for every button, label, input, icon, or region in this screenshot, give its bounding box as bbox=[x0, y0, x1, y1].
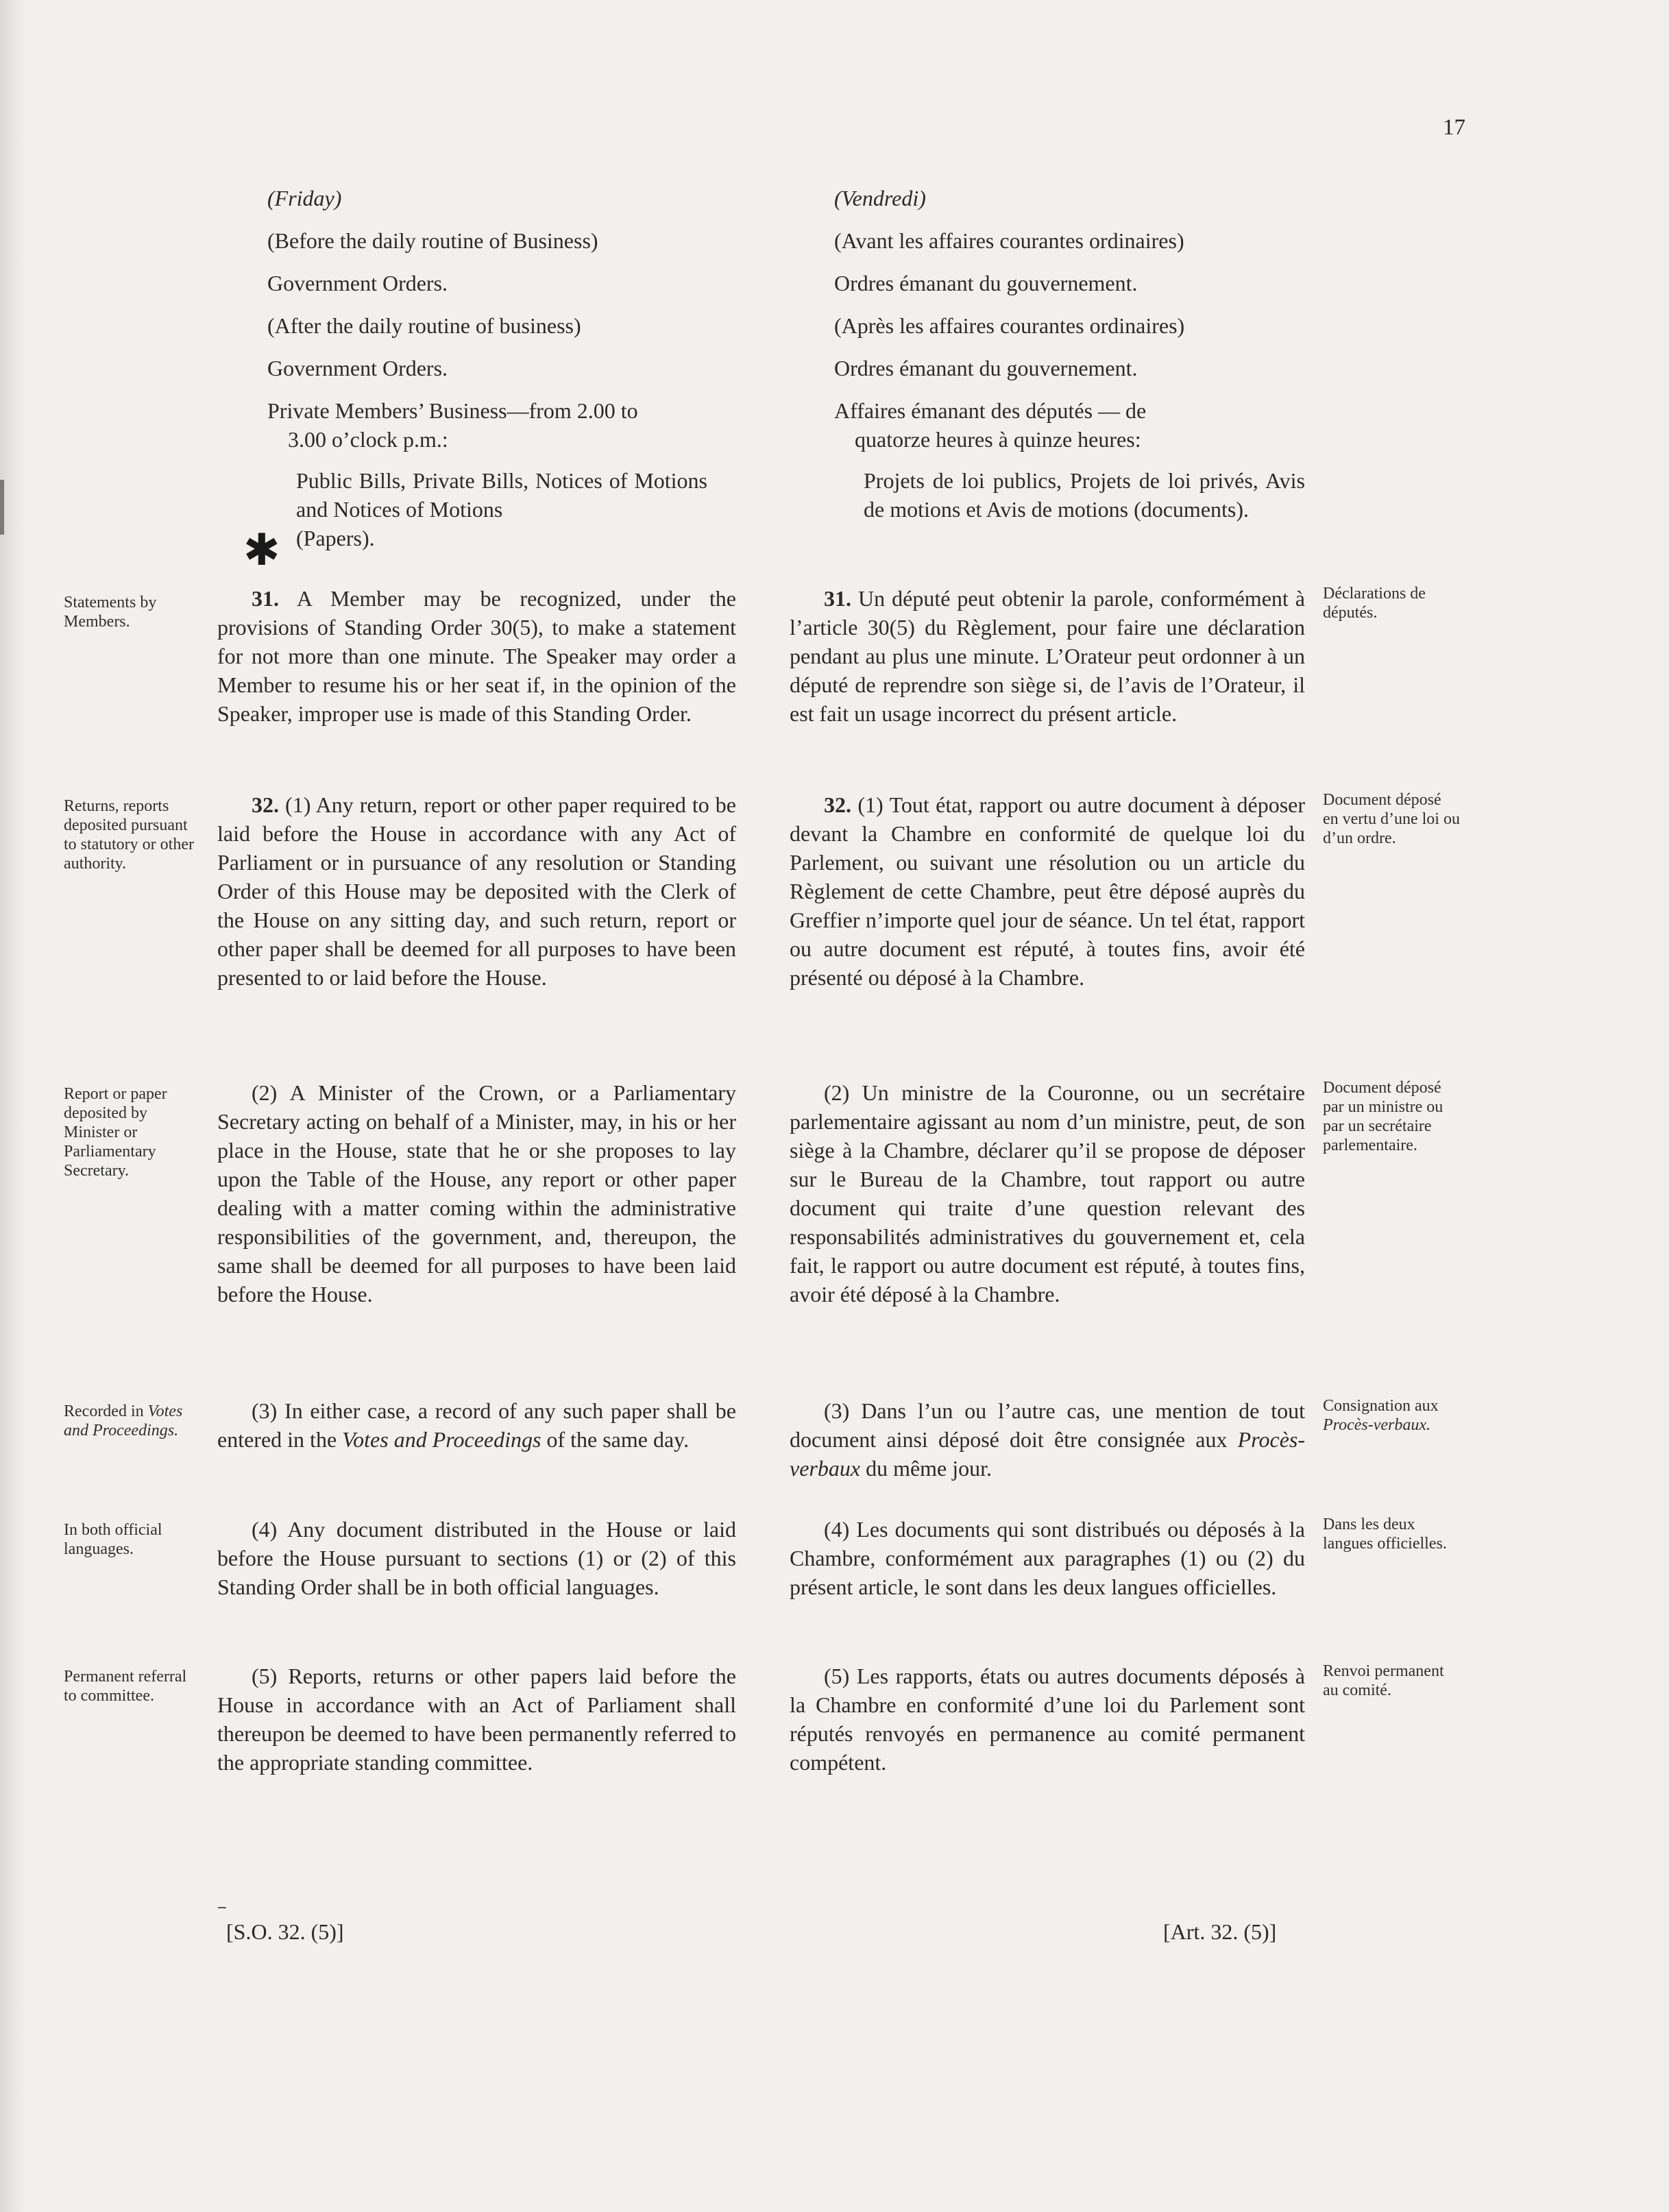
en-so32-4: (4) Any document distributed in the House or laid before the House pursuant to sections (1) or (2) of this Standing Order shall be in both official languages. bbox=[217, 1517, 736, 1599]
margin-note-recorded: Recorded in Votes and Proceedings. bbox=[64, 1402, 183, 1439]
fr-art32-1: 32. (1) Tout état, rapport ou autre document à déposer devant la Chambre en conformité de quelque loi du Parlement, ou suivant une résolution ou un article du Règlement de cette Chambre, peut être déposé auprès du Greffier n’importe quel jour de séance. Un tel état, rapport ou autre document est réputé, à toutes fins, avoir été présenté ou déposé à la Chambre. bbox=[790, 792, 1305, 990]
en-so32-5: (5) Reports, returns or other papers laid before the House in accordance with an Act of Parliament shall thereupon be deemed to have been permanently referred to the appropriate standing committee. bbox=[217, 1664, 736, 1775]
fr-art31: 31. Un député peut obtenir la parole, conformément à l’article 30(5) du Règlement, pour faire une déclaration pendant au plus une minute. L’Orateur peut ordonner à un député de reprendre son siège si, de l’avis de l’Orateur, il est fait un usage incorrect du présent article. bbox=[790, 586, 1305, 726]
fr-art32-2: (2) Un ministre de la Couronne, ou un secrétaire parlementaire agissant au nom d’un ministre, peut, de son siège à la Chambre, déclarer qu’il se propose de déposer sur le Bureau de la Chambre, tout rapport ou autre document qui traite d’une question relevant des responsabilités administratives du gouvernement et, cela fait, le rapport ou autre document est réputé, à toutes fins, avoir été déposé à la Chambre. bbox=[790, 1080, 1305, 1306]
margin-note-document-loi: Document déposé en vertu d’une loi ou d’un ordre. bbox=[1323, 791, 1460, 847]
en-so32-2: (2) A Minister of the Crown, or a Parliamentary Secretary acting on behalf of a Minister, may, in his or her place in the House, state that he or she proposes to lay upon the Table of the House, any report or other paper dealing with a matter coming within the administrative responsibilities of the government, and, thereupon, the same shall be deemed for all purposes to have been laid before the House. bbox=[217, 1080, 736, 1306]
fr-ordres-1: Ordres émanant du gouvernement. bbox=[834, 271, 1138, 295]
margin-note-renvoi: Renvoi permanent au comité. bbox=[1323, 1662, 1444, 1699]
en-after-routine: (After the daily routine of business) bbox=[267, 313, 581, 338]
margin-note-returns: Returns, reports deposited pursuant to statutory or other authority. bbox=[64, 797, 194, 873]
en-so31: 31. A Member may be recognized, under the provisions of Standing Order 30(5), to make a statement for not more than one minute. The Speaker may order a Member to resume his or her seat if, in the opinion of the Speaker, improper use is made of this Standing Order. bbox=[217, 586, 736, 726]
fr-art32-4: (4) Les documents qui sont distribués ou déposés à la Chambre, conformément aux paragraphes (1) ou (2) du présent article, le sont dans les deux langues officielles. bbox=[790, 1517, 1305, 1599]
margin-note-consignation: Consignation aux Procès-verbaux. bbox=[1323, 1397, 1439, 1434]
fr-apres: (Après les affaires courantes ordinaires) bbox=[834, 313, 1185, 338]
margin-note-statements: Statements by Members. bbox=[64, 594, 157, 631]
asterisk-icon: ✱ bbox=[243, 526, 280, 574]
en-pmb: Private Members’ Business—from 2.00 to 3.00 o’clock p.m.: bbox=[267, 398, 638, 452]
en-before-routine: (Before the daily routine of Business) bbox=[267, 228, 598, 253]
fr-ordres-2: Ordres émanant du gouvernement. bbox=[834, 356, 1138, 380]
margin-note-declarations: Déclarations de députés. bbox=[1323, 585, 1426, 622]
page-edge bbox=[0, 0, 26, 2212]
margin-note-document-ministre: Document déposé par un ministre ou par un secrétaire parlementaire. bbox=[1323, 1079, 1443, 1154]
footer-right-ref: [Art. 32. (5)] bbox=[1163, 1919, 1277, 1944]
en-friday: (Friday) bbox=[267, 186, 342, 210]
fr-schedule bbox=[790, 184, 1305, 467]
en-schedule bbox=[217, 184, 736, 466]
fr-avant: (Avant les affaires courantes ordinaires) bbox=[834, 228, 1184, 253]
page-edge-mark bbox=[0, 480, 4, 535]
en-gov-orders-1: Government Orders. bbox=[267, 271, 448, 295]
fr-vendredi: (Vendredi) bbox=[834, 186, 926, 210]
fr-art32-5: (5) Les rapports, états ou autres documents déposés à la Chambre en conformité d’une loi du Parlement sont réputés renvoyés en permanence au comité permanent compétent. bbox=[790, 1664, 1305, 1775]
en-so32-3: (3) In either case, a record of any such paper shall be entered in the Votes and Proceedings of the same day. bbox=[217, 1398, 736, 1452]
footer-left-ref: [S.O. 32. (5)] bbox=[226, 1919, 344, 1944]
en-gov-orders-2: Government Orders. bbox=[267, 356, 448, 380]
fr-art32-3: (3) Dans l’un ou l’autre cas, une mention de tout document ainsi déposé doit être consignée aux Procès-verbaux du même jour. bbox=[790, 1398, 1305, 1481]
footer-dash bbox=[218, 1907, 226, 1908]
fr-projets: Projets de loi publics, Projets de loi privés, Avis de motions et Avis de motions (documents). bbox=[864, 468, 1305, 522]
page-number: 17 bbox=[1443, 115, 1465, 140]
margin-note-deux-langues: Dans les deux langues officielles. bbox=[1323, 1516, 1447, 1553]
en-so32-1: 32. (1) Any return, report or other paper required to be laid before the House in accordance with any Act of Parliament or in pursuance of any resolution or Standing Order of this House may be deposited with the Clerk of the House on any sitting day, and such return, report or other paper shall be deemed for all purposes to have been presented to or laid before the House. bbox=[217, 792, 736, 990]
fr-affaires: Affaires émanant des députés — de quatorze heures à quinze heures: bbox=[834, 398, 1147, 452]
margin-note-permanent-referral: Permanent referral to committee. bbox=[64, 1668, 187, 1705]
margin-note-official-languages: In both official languages. bbox=[64, 1521, 162, 1558]
en-bills: Public Bills, Private Bills, Notices of Motions and Notices of Motions (Papers). bbox=[296, 468, 707, 550]
margin-note-report-minister: Report or paper deposited by Minister or Parliamentary Secretary. bbox=[64, 1085, 167, 1180]
